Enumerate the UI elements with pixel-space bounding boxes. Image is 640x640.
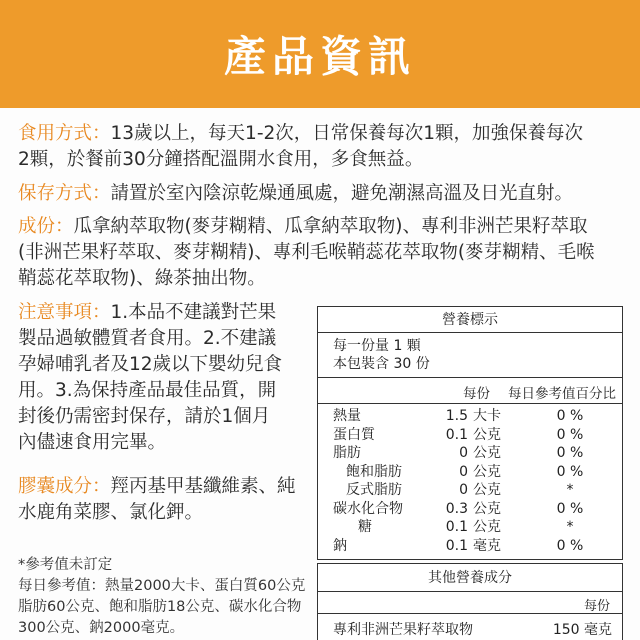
other-nutrition-column-header (318, 592, 622, 614)
serving-info (318, 333, 622, 378)
table-row (318, 518, 622, 537)
nutrient-name: 蛋白質 (333, 426, 375, 443)
nutrient-name: 鈉 (333, 537, 347, 554)
notes-label: 注意事項： (18, 302, 111, 323)
nutrient-unit: 公克 (473, 463, 501, 480)
storage-label: 保存方式： (18, 183, 111, 204)
usage-label: 食用方式： (18, 123, 111, 144)
table-row (318, 463, 622, 482)
usage-line-1 (18, 121, 628, 147)
servings-per-package: 本包裝含 30 份 (333, 356, 430, 372)
storage-text: 請置於室內陰涼乾燥通風處，避免潮濕高溫及日光直射。 (110, 183, 574, 204)
capsule-section (18, 474, 306, 526)
nutrition-title: 營養標示 (318, 307, 622, 333)
table-row (318, 426, 622, 445)
nutrient-value: 0 (459, 445, 468, 461)
col-per-serving: 每份 (583, 599, 610, 614)
nutrition-column-header (318, 378, 622, 404)
header-banner (0, 0, 640, 108)
nutrient-daily-pct: * (566, 482, 574, 498)
notes-section (18, 300, 306, 456)
ingredients-text-2: (非洲芒果籽萃取、麥芽糊精)、專利毛喉鞘蕊花萃取物(麥芽糊精、毛喉 (18, 242, 595, 263)
nutrient-daily-pct: 0 % (556, 537, 584, 554)
table-row (318, 614, 622, 638)
nutrition-table (317, 306, 623, 560)
nutrient-value: 0 (459, 482, 468, 498)
table-row (318, 500, 622, 519)
nutrient-name: 飽和脂肪 (346, 463, 402, 480)
footnote-text-2: 脂肪60公克、飽和脂肪18公克、碳水化合物 (18, 599, 302, 615)
nutrient-unit: 公克 (473, 426, 501, 443)
nutrient-daily-pct: * (566, 519, 574, 535)
ingredients-section (18, 214, 628, 292)
storage-section (18, 181, 628, 207)
notes-text-3: 孕婦哺乳者及12歲以下嬰幼兒食 (18, 354, 283, 375)
notes-text-5: 封後仍需密封保存，請於1個月 (18, 406, 271, 427)
nutrient-value: 0.1 (445, 426, 468, 443)
notes-text-2: 製品過敏體質者食用。2.不建議 (18, 328, 277, 349)
notes-text-6: 內儘速食用完畢。 (18, 432, 167, 453)
col-daily-value: 每日參考值百分比 (508, 386, 616, 402)
nutrient-name: 熱量 (333, 408, 361, 424)
nutrient-unit: 公克 (473, 482, 501, 498)
nutrient-value: 0.1 (445, 537, 468, 554)
table-row (318, 407, 622, 426)
ingredients-label: 成份： (18, 216, 74, 237)
other-nutrition-title: 其他營養成分 (318, 564, 622, 592)
nutrient-daily-pct: 0 % (556, 500, 584, 517)
nutrient-value: 1.5 (445, 408, 468, 424)
nutrient-unit: 公克 (473, 445, 501, 461)
notes-text-1: 1.本品不建議對芒果 (110, 302, 277, 323)
nutrient-unit: 公克 (473, 500, 501, 517)
table-row (318, 444, 622, 463)
nutrient-name: 反式脂肪 (346, 482, 402, 498)
nutrient-daily-pct: 0 % (556, 463, 584, 480)
other-nutrition-table (317, 563, 623, 640)
nutrient-unit: 公克 (473, 519, 501, 535)
nutrient-value: 0.1 (445, 519, 468, 535)
nutrient-unit: 毫克 (473, 537, 501, 554)
usage-text-2: 2顆，於餐前30分鐘搭配溫開水食用，多食無益。 (18, 149, 424, 170)
usage-text-1: 13歲以上，每天1-2次，日常保養每次1顆，加強保養每次 (110, 123, 584, 144)
col-per-serving: 每份 (463, 386, 490, 402)
nutrient-daily-pct: 0 % (556, 426, 584, 443)
capsule-text-2: 水鹿角菜膠、氯化鉀。 (18, 502, 204, 523)
footnote-text-3: 300公克、鈉2000毫克。 (18, 620, 185, 636)
capsule-label: 膠囊成分： (18, 476, 111, 497)
ingredients-text-3: 鞘蕊花萃取物)、綠茶抽出物。 (18, 268, 266, 289)
nutrient-value: 150 毫克 (552, 622, 612, 638)
nutrient-name: 糖 (358, 519, 372, 535)
table-row (318, 537, 622, 556)
nutrient-name: 脂肪 (333, 445, 361, 461)
nutrient-daily-pct: 0 % (556, 445, 584, 461)
usage-section (18, 121, 628, 173)
nutrition-rows (318, 404, 622, 559)
serving-size: 每一份量 1 顆 (333, 338, 421, 354)
capsule-text-1: 羥丙基甲基纖維素、純 (110, 476, 296, 497)
nutrient-name: 碳水化合物 (333, 500, 403, 517)
footnote-text-1: 每日參考值：熱量2000大卡、蛋白質60公克 (18, 578, 306, 594)
nutrient-name: 專利非洲芒果籽萃取物 (333, 622, 473, 638)
page-title: 產品資訊 (223, 32, 416, 81)
nutrient-unit: 大卡 (473, 408, 501, 424)
table-row (318, 481, 622, 500)
nutrient-value: 0 (459, 463, 468, 480)
nutrient-daily-pct: 0 % (556, 408, 584, 424)
ingredients-text-1: 瓜拿納萃取物(麥芽糊精、瓜拿納萃取物)、專利非洲芒果籽萃取 (73, 216, 588, 237)
notes-text-4: 用。3.為保持產品最佳品質，開 (18, 380, 277, 401)
footnote (18, 555, 308, 639)
nutrient-value: 0.3 (445, 500, 468, 517)
footnote-asterisk: *參考值未訂定 (18, 557, 113, 573)
